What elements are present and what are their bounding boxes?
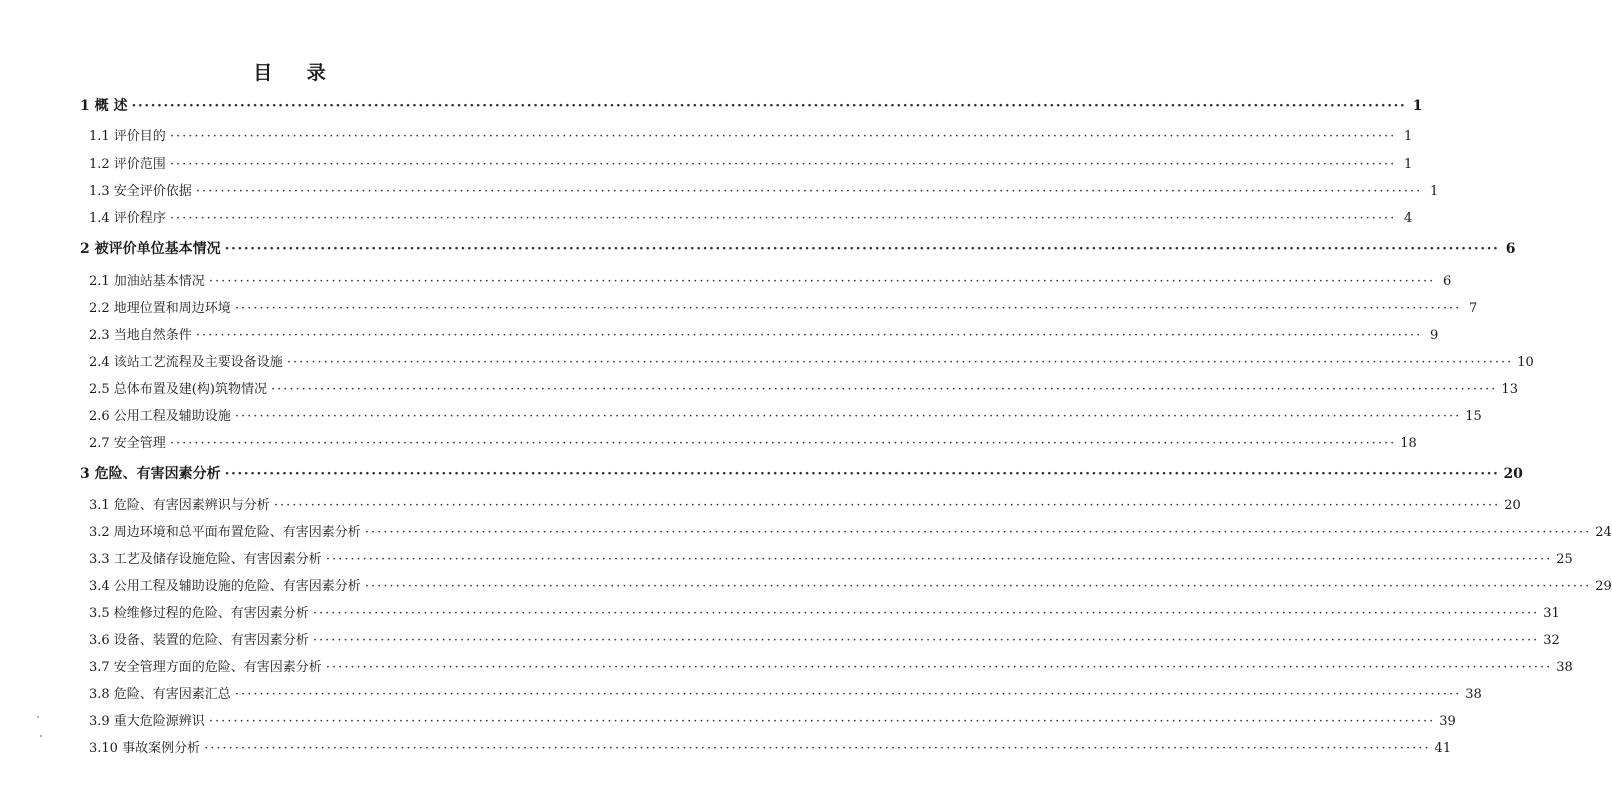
toc-leader-dots: ········································································································································································································ (234, 687, 1462, 702)
toc-section-entry[interactable] (89, 324, 1439, 344)
toc-section-entry[interactable] (89, 737, 1452, 757)
toc-leader-dots: ········································································································································································································ (325, 660, 1553, 675)
toc-page-number: 15 (1465, 409, 1482, 424)
toc-page-number: 6 (1505, 241, 1516, 257)
page-title: 目 录 (253, 62, 340, 84)
toc-entry-label: 3.9 重大危险源辨识 (89, 714, 205, 729)
toc-section-entry[interactable] (89, 207, 1413, 227)
toc-section-entry[interactable] (89, 270, 1452, 290)
toc-section-entry[interactable] (89, 629, 1560, 649)
toc-leader-dots: ········································································································································································································ (224, 241, 1500, 257)
toc-section-entry[interactable] (89, 575, 1612, 595)
toc-leader-dots: ········································································································································································································ (169, 211, 1397, 226)
toc-entry-label: 1.2 评价范围 (89, 157, 166, 172)
toc-page-number: 1 (1404, 157, 1413, 172)
toc-leader-dots: ········································································································································································································ (286, 355, 1514, 370)
toc-leader-dots: ········································································································································································································ (364, 525, 1592, 540)
toc-page-number: 10 (1517, 355, 1534, 370)
toc-entry-label: 3.10 事故案例分析 (89, 741, 201, 756)
toc-leader-dots: ········································································································································································································ (169, 129, 1397, 144)
toc-chapter-entry[interactable] (80, 95, 1423, 115)
toc-entry-label: 2.7 安全管理 (89, 436, 166, 451)
toc-entry-label: 2.3 当地自然条件 (89, 328, 192, 343)
toc-page-number: 25 (1556, 552, 1573, 567)
toc-entry-label: 1.3 安全评价依据 (89, 184, 192, 199)
toc-page-number: 7 (1469, 301, 1478, 316)
toc-entry-label: 2.6 公用工程及辅助设施 (89, 409, 231, 424)
toc-page-number: 1 (1404, 129, 1413, 144)
toc-section-entry[interactable] (89, 494, 1521, 514)
toc-leader-dots: ········································································································································································································ (169, 157, 1397, 172)
toc-section-entry[interactable] (89, 710, 1456, 730)
toc-leader-dots: ········································································································································································································ (325, 552, 1553, 567)
toc-entry-label: 3.4 公用工程及辅助设施的危险、有害因素分析 (89, 579, 361, 594)
toc-leader-dots: ········································································································································································································ (234, 301, 1462, 316)
toc-section-entry[interactable] (89, 378, 1518, 398)
toc-page-number: 20 (1504, 498, 1521, 513)
scan-speck (37, 716, 39, 718)
toc-entry-label: 3.6 设备、装置的危险、有害因素分析 (89, 633, 309, 648)
toc-section-entry[interactable] (89, 297, 1478, 317)
toc-page-number: 6 (1443, 274, 1452, 289)
toc-entry-label: 3.8 危险、有害因素汇总 (89, 687, 231, 702)
toc-page-number: 29 (1595, 579, 1612, 594)
toc-page-number: 24 (1595, 525, 1612, 540)
toc-section-entry[interactable] (89, 548, 1573, 568)
toc-page-number: 39 (1439, 714, 1456, 729)
toc-page-number: 4 (1404, 211, 1413, 226)
toc-section-entry[interactable] (89, 180, 1439, 200)
toc-leader-dots: ········································································································································································································ (131, 98, 1407, 114)
toc-entry-label: 2.4 该站工艺流程及主要设备设施 (89, 355, 283, 370)
toc-page-number: 18 (1400, 436, 1417, 451)
toc-entry-label: 3.5 检维修过程的危险、有害因素分析 (89, 606, 309, 621)
toc-leader-dots: ········································································································································································································ (224, 466, 1500, 482)
toc-leader-dots: ········································································································································································································ (204, 741, 1431, 756)
toc-entry-label: 3 危险、有害因素分析 (80, 466, 221, 482)
toc-section-entry[interactable] (89, 405, 1482, 425)
toc-chapter-entry[interactable] (80, 463, 1523, 483)
toc-entry-label: 1.4 评价程序 (89, 211, 166, 226)
toc-leader-dots: ········································································································································································································ (208, 274, 1436, 289)
toc-entry-label: 2.1 加油站基本情况 (89, 274, 205, 289)
toc-entry-label: 2.5 总体布置及建(构)筑物情况 (89, 382, 267, 397)
toc-leader-dots: ········································································································································································································ (312, 633, 1540, 648)
toc-page-number: 1 (1430, 184, 1439, 199)
toc-leader-dots: ········································································································································································································ (273, 498, 1501, 513)
toc-section-entry[interactable] (89, 656, 1573, 676)
toc-section-entry[interactable] (89, 683, 1482, 703)
toc-leader-dots: ········································································································································································································ (364, 579, 1592, 594)
toc-page-number: 1 (1412, 98, 1423, 114)
toc-section-entry[interactable] (89, 153, 1413, 173)
toc-leader-dots: ········································································································································································································ (195, 184, 1423, 199)
toc-page-number: 38 (1465, 687, 1482, 702)
toc-entry-label: 3.3 工艺及储存设施危险、有害因素分析 (89, 552, 322, 567)
toc-entry-label: 2.2 地理位置和周边环境 (89, 301, 231, 316)
toc-chapter-entry[interactable] (80, 238, 1516, 258)
toc-section-entry[interactable] (89, 125, 1413, 145)
toc-page-number: 13 (1501, 382, 1518, 397)
toc-section-entry[interactable] (89, 602, 1560, 622)
toc-section-entry[interactable] (89, 432, 1417, 452)
toc-page-number: 9 (1430, 328, 1439, 343)
toc-leader-dots: ········································································································································································································ (270, 382, 1498, 397)
toc-leader-dots: ········································································································································································································ (234, 409, 1462, 424)
toc-leader-dots: ········································································································································································································ (169, 436, 1397, 451)
scan-speck (40, 735, 42, 737)
toc-leader-dots: ········································································································································································································ (195, 328, 1423, 343)
toc-section-entry[interactable] (89, 351, 1534, 371)
toc-leader-dots: ········································································································································································································ (312, 606, 1540, 621)
toc-page-number: 38 (1556, 660, 1573, 675)
toc-entry-label: 3.2 周边环境和总平面布置危险、有害因素分析 (89, 525, 361, 540)
toc-page-number: 31 (1543, 606, 1560, 621)
toc-entry-label: 3.1 危险、有害因素辨识与分析 (89, 498, 270, 513)
toc-entry-label: 2 被评价单位基本情况 (80, 241, 221, 257)
toc-entry-label: 1 概 述 (80, 98, 128, 114)
toc-leader-dots: ········································································································································································································ (208, 714, 1436, 729)
toc-entry-label: 3.7 安全管理方面的危险、有害因素分析 (89, 660, 322, 675)
toc-entry-label: 1.1 评价目的 (89, 129, 166, 144)
toc-page-number: 20 (1503, 466, 1523, 482)
toc-page-number: 41 (1434, 741, 1452, 756)
toc-page-number: 32 (1543, 633, 1560, 648)
toc-section-entry[interactable] (89, 521, 1612, 541)
